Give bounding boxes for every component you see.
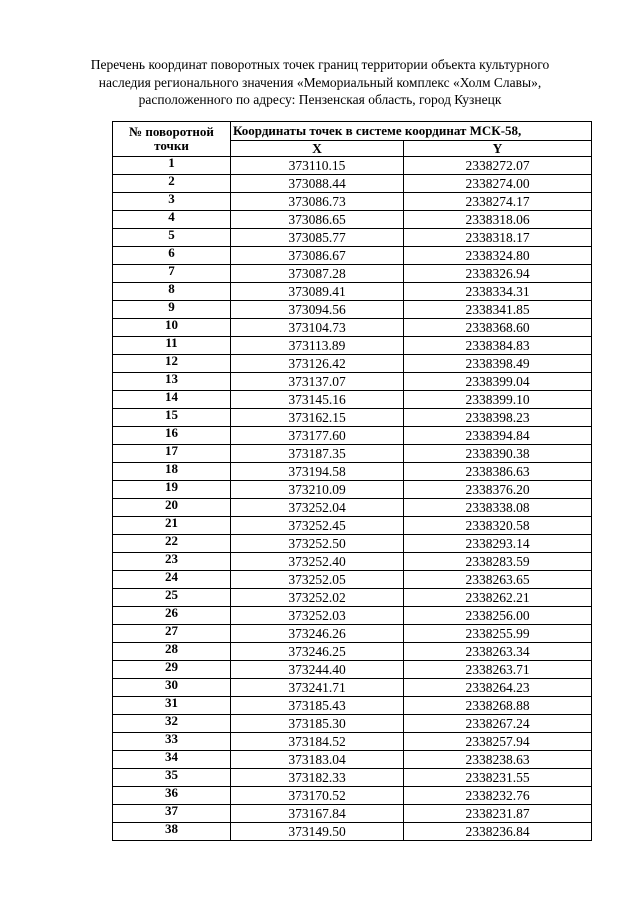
x-coordinate-cell: 373087.28 [231, 265, 404, 283]
x-coordinate-cell: 373252.03 [231, 607, 404, 625]
point-number-cell: 15 [113, 409, 231, 427]
y-coordinate-cell: 2338398.23 [404, 409, 592, 427]
x-coordinate-cell: 373252.02 [231, 589, 404, 607]
y-coordinate-cell: 2338231.55 [404, 769, 592, 787]
y-coordinate-cell: 2338238.63 [404, 751, 592, 769]
y-coordinate-cell: 2338399.04 [404, 373, 592, 391]
title-line-1: Перечень координат поворотных точек границ территории объекта культурного [90, 57, 550, 72]
x-coordinate-cell: 373170.52 [231, 787, 404, 805]
x-coordinate-cell: 373252.05 [231, 571, 404, 589]
table-row [113, 787, 592, 805]
table-row [113, 301, 592, 319]
table-row [113, 319, 592, 337]
header-point-number-line-2: точки [154, 138, 189, 153]
table-row [113, 283, 592, 301]
y-coordinate-cell: 2338386.63 [404, 463, 592, 481]
y-coordinate-cell: 2338326.94 [404, 265, 592, 283]
table-row [113, 193, 592, 211]
table-row [113, 157, 592, 175]
y-coordinate-cell: 2338376.20 [404, 481, 592, 499]
x-coordinate-cell: 373145.16 [231, 391, 404, 409]
point-number-cell: 10 [113, 319, 231, 337]
table-row [113, 211, 592, 229]
y-coordinate-cell: 2338283.59 [404, 553, 592, 571]
header-point-number-line-1: № поворотной [129, 124, 214, 139]
table-row [113, 535, 592, 553]
x-coordinate-cell: 373086.73 [231, 193, 404, 211]
point-number-cell: 9 [113, 301, 231, 319]
point-number-cell: 35 [113, 769, 231, 787]
y-coordinate-cell: 2338399.10 [404, 391, 592, 409]
point-number-cell: 30 [113, 679, 231, 697]
table-row [113, 499, 592, 517]
point-number-cell: 25 [113, 589, 231, 607]
point-number-cell: 3 [113, 193, 231, 211]
x-coordinate-cell: 373241.71 [231, 679, 404, 697]
point-number-cell: 31 [113, 697, 231, 715]
x-coordinate-cell: 373194.58 [231, 463, 404, 481]
point-number-cell: 12 [113, 355, 231, 373]
y-coordinate-cell: 2338256.00 [404, 607, 592, 625]
y-coordinate-cell: 2338293.14 [404, 535, 592, 553]
point-number-cell: 23 [113, 553, 231, 571]
x-coordinate-cell: 373089.41 [231, 283, 404, 301]
table-row [113, 553, 592, 571]
point-number-cell: 36 [113, 787, 231, 805]
table-row [113, 733, 592, 751]
table-row [113, 391, 592, 409]
point-number-cell: 34 [113, 751, 231, 769]
point-number-cell: 11 [113, 337, 231, 355]
point-number-cell: 33 [113, 733, 231, 751]
point-number-cell: 7 [113, 265, 231, 283]
point-number-cell: 28 [113, 643, 231, 661]
table-row [113, 769, 592, 787]
point-number-cell: 20 [113, 499, 231, 517]
table-row [113, 751, 592, 769]
table-row [113, 625, 592, 643]
table-row [113, 571, 592, 589]
y-coordinate-cell: 2338236.84 [404, 823, 592, 841]
y-coordinate-cell: 2338394.84 [404, 427, 592, 445]
table-row [113, 355, 592, 373]
y-coordinate-cell: 2338264.23 [404, 679, 592, 697]
y-coordinate-cell: 2338232.76 [404, 787, 592, 805]
x-coordinate-cell: 373104.73 [231, 319, 404, 337]
point-number-cell: 38 [113, 823, 231, 841]
x-coordinate-cell: 373252.40 [231, 553, 404, 571]
y-coordinate-cell: 2338390.38 [404, 445, 592, 463]
header-point-number [113, 122, 231, 157]
y-coordinate-cell: 2338334.31 [404, 283, 592, 301]
point-number-cell: 32 [113, 715, 231, 733]
y-coordinate-cell: 2338263.34 [404, 643, 592, 661]
y-coordinate-cell: 2338274.00 [404, 175, 592, 193]
y-coordinate-cell: 2338341.85 [404, 301, 592, 319]
y-coordinate-cell: 2338320.58 [404, 517, 592, 535]
y-coordinate-cell: 2338255.99 [404, 625, 592, 643]
x-coordinate-cell: 373162.15 [231, 409, 404, 427]
y-coordinate-cell: 2338268.88 [404, 697, 592, 715]
point-number-cell: 18 [113, 463, 231, 481]
table-row [113, 463, 592, 481]
x-coordinate-cell: 373185.43 [231, 697, 404, 715]
point-number-cell: 16 [113, 427, 231, 445]
header-y: Y [404, 141, 592, 157]
table-row [113, 175, 592, 193]
table-row [113, 373, 592, 391]
x-coordinate-cell: 373246.25 [231, 643, 404, 661]
table-row [113, 589, 592, 607]
header-coordinates: Координаты точек в системе координат МСК-58, [231, 122, 592, 141]
point-number-cell: 13 [113, 373, 231, 391]
x-coordinate-cell: 373244.40 [231, 661, 404, 679]
point-number-cell: 14 [113, 391, 231, 409]
x-coordinate-cell: 373149.50 [231, 823, 404, 841]
x-coordinate-cell: 373113.89 [231, 337, 404, 355]
title-line-2: наследия регионального значения «Мемориальный комплекс «Холм Славы», [98, 74, 542, 90]
table-row [113, 679, 592, 697]
y-coordinate-cell: 2338318.17 [404, 229, 592, 247]
x-coordinate-cell: 373252.04 [231, 499, 404, 517]
y-coordinate-cell: 2338272.07 [404, 157, 592, 175]
y-coordinate-cell: 2338274.17 [404, 193, 592, 211]
y-coordinate-cell: 2338398.49 [404, 355, 592, 373]
x-coordinate-cell: 373185.30 [231, 715, 404, 733]
y-coordinate-cell: 2338263.65 [404, 571, 592, 589]
table-row [113, 229, 592, 247]
x-coordinate-cell: 373086.67 [231, 247, 404, 265]
point-number-cell: 4 [113, 211, 231, 229]
table-row [113, 715, 592, 733]
table-row [113, 427, 592, 445]
x-coordinate-cell: 373252.50 [231, 535, 404, 553]
y-coordinate-cell: 2338384.83 [404, 337, 592, 355]
table-row [113, 517, 592, 535]
x-coordinate-cell: 373126.42 [231, 355, 404, 373]
table-row [113, 337, 592, 355]
table-row [113, 607, 592, 625]
y-coordinate-cell: 2338263.71 [404, 661, 592, 679]
point-number-cell: 8 [113, 283, 231, 301]
x-coordinate-cell: 373088.44 [231, 175, 404, 193]
point-number-cell: 24 [113, 571, 231, 589]
y-coordinate-cell: 2338257.94 [404, 733, 592, 751]
table-body [113, 157, 592, 841]
point-number-cell: 21 [113, 517, 231, 535]
y-coordinate-cell: 2338267.24 [404, 715, 592, 733]
y-coordinate-cell: 2338262.21 [404, 589, 592, 607]
point-number-cell: 17 [113, 445, 231, 463]
x-coordinate-cell: 373182.33 [231, 769, 404, 787]
point-number-cell: 22 [113, 535, 231, 553]
point-number-cell: 19 [113, 481, 231, 499]
coordinates-table [112, 121, 592, 841]
y-coordinate-cell: 2338318.06 [404, 211, 592, 229]
table-row [113, 697, 592, 715]
point-number-cell: 5 [113, 229, 231, 247]
table-row [113, 805, 592, 823]
x-coordinate-cell: 373086.65 [231, 211, 404, 229]
x-coordinate-cell: 373094.56 [231, 301, 404, 319]
x-coordinate-cell: 373110.15 [231, 157, 404, 175]
x-coordinate-cell: 373210.09 [231, 481, 404, 499]
x-coordinate-cell: 373246.26 [231, 625, 404, 643]
point-number-cell: 27 [113, 625, 231, 643]
y-coordinate-cell: 2338338.08 [404, 499, 592, 517]
point-number-cell: 26 [113, 607, 231, 625]
x-coordinate-cell: 373167.84 [231, 805, 404, 823]
header-x: X [231, 141, 404, 157]
x-coordinate-cell: 373184.52 [231, 733, 404, 751]
x-coordinate-cell: 373137.07 [231, 373, 404, 391]
point-number-cell: 6 [113, 247, 231, 265]
document-title [60, 56, 580, 109]
table-row [113, 643, 592, 661]
table-row [113, 823, 592, 841]
x-coordinate-cell: 373183.04 [231, 751, 404, 769]
point-number-cell: 37 [113, 805, 231, 823]
y-coordinate-cell: 2338231.87 [404, 805, 592, 823]
table-row [113, 661, 592, 679]
x-coordinate-cell: 373085.77 [231, 229, 404, 247]
point-number-cell: 2 [113, 175, 231, 193]
point-number-cell: 1 [113, 157, 231, 175]
table-row [113, 409, 592, 427]
y-coordinate-cell: 2338368.60 [404, 319, 592, 337]
x-coordinate-cell: 373187.35 [231, 445, 404, 463]
point-number-cell: 29 [113, 661, 231, 679]
table-row [113, 247, 592, 265]
x-coordinate-cell: 373177.60 [231, 427, 404, 445]
title-line-3: расположенного по адресу: Пензенская область, город Кузнецк [138, 92, 502, 107]
x-coordinate-cell: 373252.45 [231, 517, 404, 535]
table-row [113, 445, 592, 463]
y-coordinate-cell: 2338324.80 [404, 247, 592, 265]
table-row [113, 265, 592, 283]
table-row [113, 481, 592, 499]
